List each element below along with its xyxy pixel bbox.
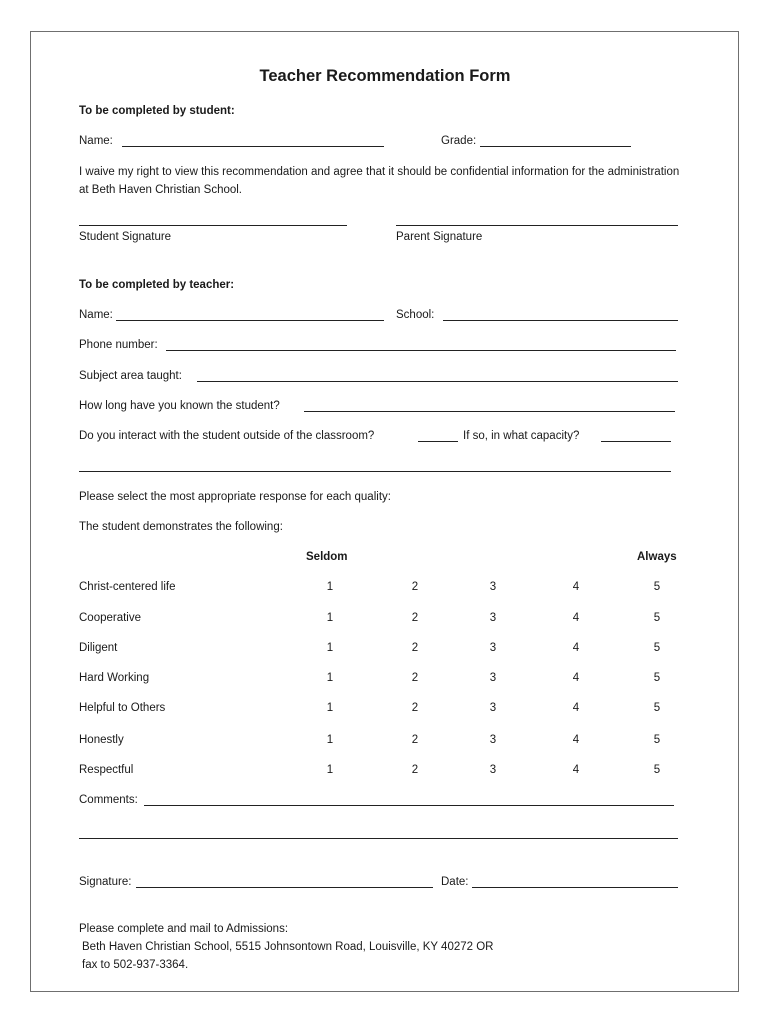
quality-label: Diligent [79,642,118,654]
date-label: Date: [441,876,469,888]
phone-label: Phone number: [79,339,158,351]
rating-option[interactable]: 4 [572,581,580,593]
footer-fax: fax to 502-937-3364. [82,959,189,971]
subject-field[interactable] [197,381,678,382]
rating-option[interactable]: 4 [572,734,580,746]
rating-instruction: Please select the most appropriate response for each quality: [79,491,391,503]
interact-label: Do you interact with the student outside of the classroom? [79,430,375,442]
teacher-name-field[interactable] [116,320,384,321]
capacity-field[interactable] [601,441,671,442]
student-signature-field[interactable] [79,225,347,226]
rating-option[interactable]: 4 [572,642,580,654]
school-field[interactable] [443,320,678,321]
seldom-label: Seldom [306,551,348,563]
rating-option[interactable]: 2 [411,612,419,624]
signature-label: Signature: [79,876,132,888]
rating-option[interactable]: 5 [653,702,661,714]
comments-label: Comments: [79,794,138,806]
footer-address: Beth Haven Christian School, 5515 Johnsontown Road, Louisville, KY 40272 OR [82,941,494,953]
rating-option[interactable]: 5 [653,764,661,776]
footer-instruction: Please complete and mail to Admissions: [79,923,289,935]
phone-field[interactable] [166,350,676,351]
date-field[interactable] [472,887,678,888]
capacity-continued-field[interactable] [79,471,671,472]
quality-label: Helpful to Others [79,702,166,714]
rating-option[interactable]: 1 [326,672,334,684]
form-title: Teacher Recommendation Form [259,67,511,85]
rating-option[interactable]: 2 [411,734,419,746]
rating-option[interactable]: 1 [326,764,334,776]
rating-option[interactable]: 3 [489,612,497,624]
always-label: Always [637,551,677,563]
rating-option[interactable]: 4 [572,702,580,714]
quality-label: Hard Working [79,672,150,684]
rating-intro: The student demonstrates the following: [79,521,283,533]
rating-option[interactable]: 5 [653,734,661,746]
quality-label: Honestly [79,734,124,746]
rating-option[interactable]: 4 [572,764,580,776]
school-label: School: [396,309,435,321]
waiver-text: I waive my right to view this recommendation and agree that it should be confidential information for the administration at Beth Haven Christian School. [79,166,680,196]
teacher-name-label: Name: [79,309,113,321]
rating-option[interactable]: 3 [489,672,497,684]
teacher-section-heading: To be completed by teacher: [79,279,235,291]
rating-option[interactable]: 3 [489,581,497,593]
rating-option[interactable]: 5 [653,612,661,624]
rating-option[interactable]: 3 [489,702,497,714]
rating-option[interactable]: 2 [411,581,419,593]
subject-label: Subject area taught: [79,370,182,382]
student-section-heading: To be completed by student: [79,105,235,117]
rating-option[interactable]: 3 [489,734,497,746]
teacher-signature-field[interactable] [136,887,433,888]
grade-label: Grade: [441,135,477,147]
rating-option[interactable]: 2 [411,642,419,654]
rating-option[interactable]: 2 [411,764,419,776]
known-duration-field[interactable] [304,411,675,412]
parent-signature-label: Parent Signature [396,231,483,243]
rating-option[interactable]: 1 [326,581,334,593]
interact-answer-field[interactable] [418,441,458,442]
rating-option[interactable]: 3 [489,642,497,654]
rating-option[interactable]: 5 [653,581,661,593]
capacity-label: If so, in what capacity? [463,430,580,442]
rating-option[interactable]: 1 [326,702,334,714]
rating-option[interactable]: 1 [326,734,334,746]
rating-option[interactable]: 1 [326,642,334,654]
rating-option[interactable]: 5 [653,642,661,654]
rating-option[interactable]: 4 [572,612,580,624]
comments-field[interactable] [144,805,674,806]
known-label: How long have you known the student? [79,400,280,412]
student-name-field[interactable] [122,146,384,147]
quality-label: Christ-centered life [79,581,176,593]
rating-option[interactable]: 1 [326,612,334,624]
parent-signature-field[interactable] [396,225,678,226]
rating-option[interactable]: 2 [411,702,419,714]
grade-field[interactable] [480,146,631,147]
quality-label: Cooperative [79,612,142,624]
quality-label: Respectful [79,764,134,776]
rating-option[interactable]: 5 [653,672,661,684]
rating-option[interactable]: 2 [411,672,419,684]
comments-continued-field[interactable] [79,838,678,839]
student-signature-label: Student Signature [79,231,172,243]
rating-option[interactable]: 4 [572,672,580,684]
student-name-label: Name: [79,135,113,147]
rating-option[interactable]: 3 [489,764,497,776]
